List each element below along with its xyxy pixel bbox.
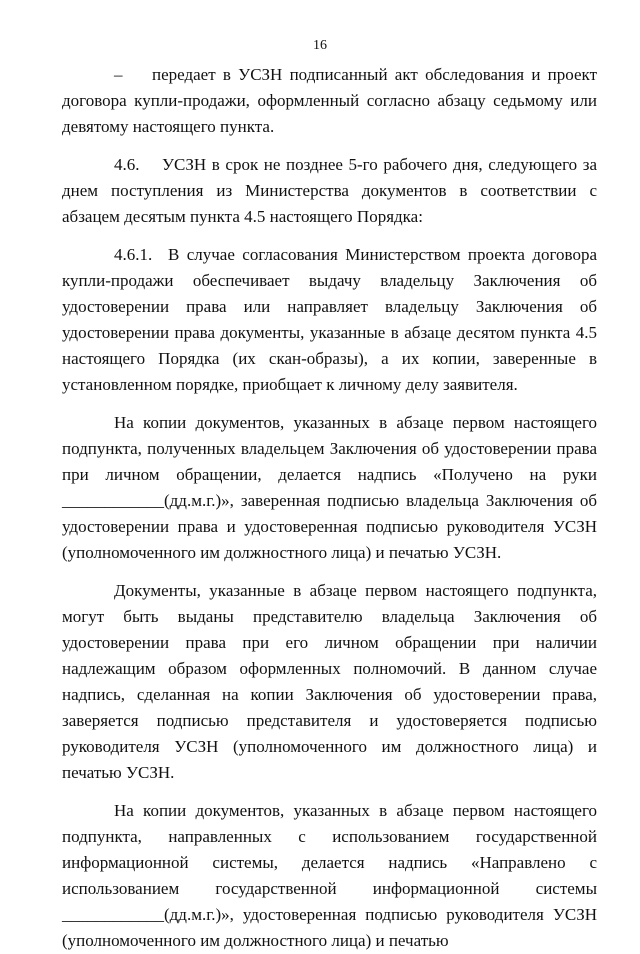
clause-number: 4.6. [114,155,140,174]
paragraph-4-6 [62,152,597,230]
paragraph-representative: Документы, указанные в абзаце первом настоящего подпункта, могут быть выданы представителю владельца Заключения об удостоверении права при его личном обращении при наличии надлежащим образом оформленных полномочий. В данном случае надпись, сделанная на копии Заключения об удостоверении права, заверяется подписью представителя и удостоверяется подписью руководителя УСЗН (уполномоченного им должностного лица) и печатью УСЗН. [62,581,597,782]
paragraph-copy-personal: На копии документов, указанных в абзаце первом настоящего подпункта, полученных владельцем Заключения об удостоверении права при личном обращении, делается надпись «Получено на руки ____________(дд.м.г.)», заверенная подписью владельца Заключения об удостоверении права и удостоверенная подписью руководителя УСЗН (уполномоченного им должностного лица) и печатью УСЗН. [62,413,597,562]
paragraph-text: передает в УСЗН подписанный акт обследования и проект договора купли-продажи, оформленный согласно абзацу седьмому или девятому настоящего пункта. [62,65,597,136]
paragraph-text: В случае согласования Министерством проекта договора купли-продажи обеспечивает выдачу владельцу Заключения об удостоверении права или направляет владельцу Заключения об удостоверении права документы, указанные в абзаце десятом пункта 4.5 настоящего Порядка (их скан-образы), а их копии, заверенные в установленном порядке, приобщает к личному делу заявителя. [62,245,597,394]
clause-number: 4.6.1. [114,245,153,264]
page-number: 16 [313,38,327,53]
paragraph-4-6-1 [62,242,597,398]
dash-marker: – [114,65,123,84]
document-body [62,62,597,954]
paragraph-dash-item [62,62,597,140]
paragraph-text: УСЗН в срок не позднее 5-го рабочего дня, следующего за днем поступления из Министерства документов в соответствии с абзацем десятым пункта 4.5 настоящего Порядка: [62,155,597,226]
paragraph-copy-gis: На копии документов, указанных в абзаце первом настоящего подпункта, направленных с использованием государственной информационной системы, делается надпись «Направлено с использованием государственной информационной системы ____________(дд.м.г.)», удостоверенная подписью руководителя УСЗН (уполномоченного им должностного лица) и печатью [62,801,597,950]
